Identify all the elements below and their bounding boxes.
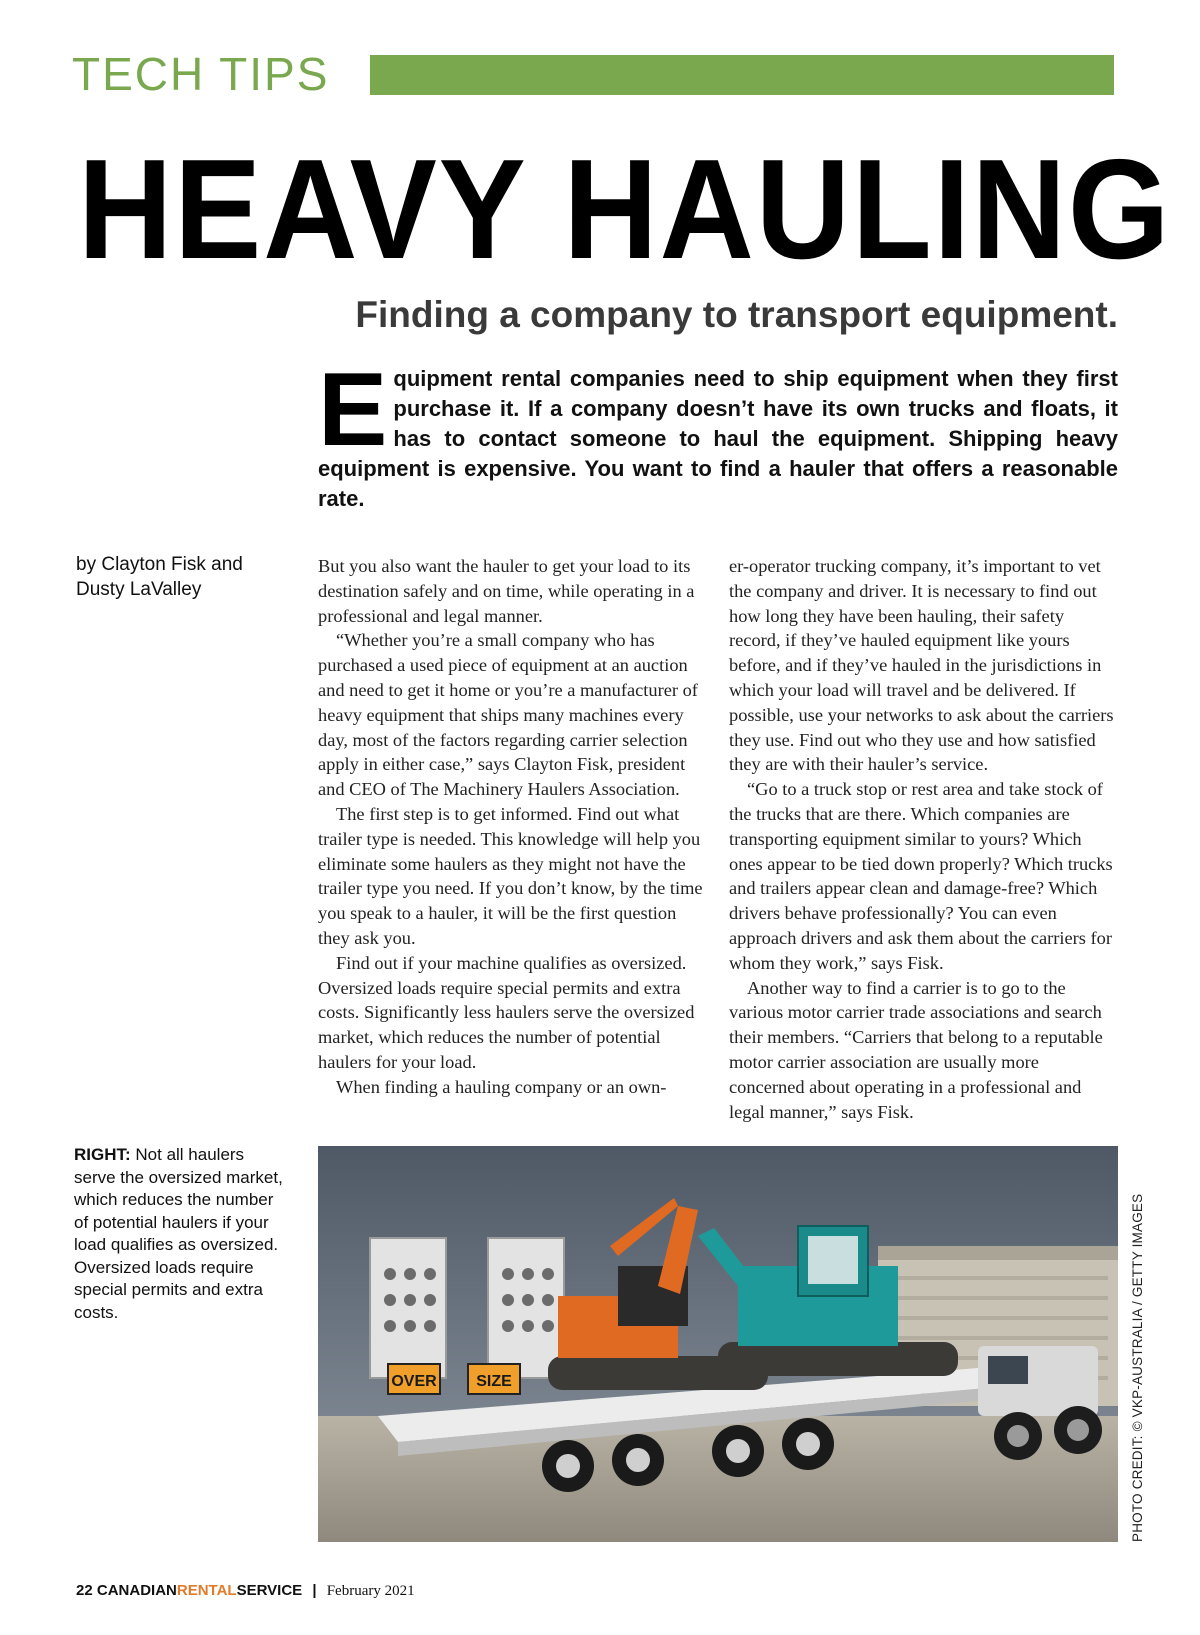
paragraph: “Go to a truck stop or rest area and take stock of the trucks that are there. Which companies are transporting equipment similar to yours? Which ones appear to be tied down properly? Which trucks and trailers appear clean and damage-free? Which drivers behave professionally? You can even approach drivers and ask them about the carriers for whom they work,” says Fisk. <box>729 779 1113 973</box>
body-column-1 <box>318 554 706 1100</box>
headline: HEAVY HAULING <box>78 130 1172 289</box>
paragraph: er-operator trucking company, it’s important to vet the company and driver. It is necessary to find out how long they have been hauling, their safety record, if they’ve hauled equipment like yours before, and if they’ve hauled in the jurisdictions in which your load will travel and be delivered. If possible, use your networks to ask about the carriers they use. Find out who they use and how satisfied they are with their hauler’s service. <box>729 556 1114 775</box>
intro-text: quipment rental companies need to ship equipment when they first purchase it. If a company doesn’t have its own trucks and floats, it has to contact someone to haul the equipment. Shipping heavy equipment is expensive. You want to find a hauler that offers a reasonable rate. <box>318 366 1118 511</box>
paragraph: “Whether you’re a small company who has purchased a used piece of equipment at an auction and need to get it home or you’re a manufacturer of heavy equipment that ships many machines every day, most of the factors regarding carrier selection apply in either case,” says Clayton Fisk, president and CEO of The Machinery Haulers Association. <box>318 630 698 800</box>
byline <box>76 552 276 602</box>
magazine-name-part1: CANADIAN <box>96 1582 177 1599</box>
paragraph: The first step is to get informed. Find out what trailer type is needed. This knowledge will help you eliminate some haulers as they might not have the trailer type you need. If you don’t know, by the time you speak to a hauler, it will be the first question they ask you. <box>318 803 703 948</box>
magazine-name-part2: RENTAL <box>176 1582 237 1599</box>
sign-over-text: OVER <box>391 1373 437 1390</box>
section-bar <box>370 55 1114 95</box>
subhead: Finding a company to transport equipment. <box>355 294 1118 335</box>
paragraph: Find out if your machine qualifies as oversized. Oversized loads require special permits and extra costs. Significantly less haulers serve the oversized market, which reduces the number of potential haulers for your load. <box>318 952 695 1072</box>
paragraph: But you also want the hauler to get your load to its destination safely and on time, while operating in a professional and legal manner. <box>318 556 695 626</box>
paragraph: When finding a hauling company or an own- <box>336 1076 667 1097</box>
byline-line1: by Clayton Fisk and <box>76 554 243 575</box>
page-footer <box>76 1582 415 1600</box>
dropcap: E <box>318 352 388 468</box>
truck-illustration <box>318 1146 1118 1542</box>
photo-credit: PHOTO CREDIT: © VKP-AUSTRALIA / GETTY IMAGES <box>1130 1193 1145 1542</box>
footer-separator: | <box>312 1582 317 1599</box>
truck-photo <box>318 1146 1118 1542</box>
paragraph: Another way to find a carrier is to go to the various motor carrier trade associations and search their members. “Carriers that belong to a reputable motor carrier association are usually more concerned about operating in a professional and legal manner,” says Fisk. <box>729 977 1103 1122</box>
caption-lead: RIGHT: <box>74 1145 131 1164</box>
body-column-2 <box>729 554 1117 1124</box>
caption-text: Not all haulers serve the oversized market, which reduces the number of potential haulers if your load qualifies as oversized. Oversized loads require special permits and extra costs. <box>74 1145 283 1322</box>
sign-size-text: SIZE <box>476 1373 512 1390</box>
section-label: TECH TIPS <box>72 48 330 100</box>
issue-date: February 2021 <box>326 1583 415 1599</box>
byline-line2: Dusty LaValley <box>76 579 202 600</box>
photo-caption <box>74 1144 284 1324</box>
page-number: 22 <box>76 1582 93 1599</box>
intro-paragraph <box>318 352 1118 514</box>
magazine-name-part3: SERVICE <box>236 1582 303 1599</box>
